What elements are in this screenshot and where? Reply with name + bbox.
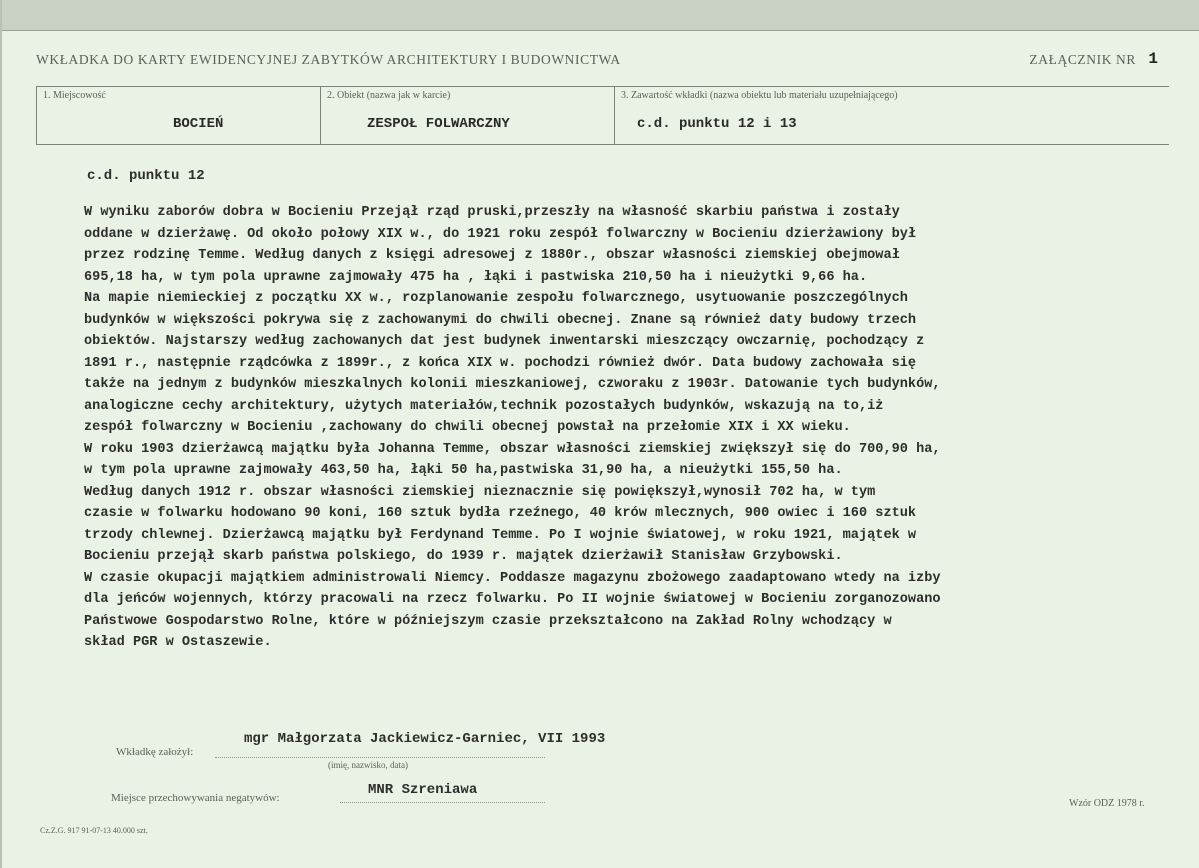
section-heading: c.d. punktu 12 [87, 168, 205, 184]
field-value: ZESPOŁ FOLWARCZNY [367, 116, 510, 132]
negatives-value: MNR Szreniawa [368, 782, 478, 798]
attachment-number: 1 [1148, 50, 1158, 68]
field-label: 3. Zawartość wkładki (nazwa obiektu lub materiału uzupełniającego) [621, 90, 898, 101]
body-line: obiektów. Najstarszy według zachowanych dat jest budynek inwentarski mieszczący owczarnię, pochodzący z [84, 334, 925, 349]
scan-top-edge [0, 0, 1199, 31]
body-line: trzody chlewnej. Dzierżawcą majątku był Ferdynand Temme. Po I wojnie światowej, w roku 1921, majątek w [84, 527, 917, 543]
form-template-code: Wzór ODZ 1978 r. [1069, 798, 1145, 809]
field-zawartosc [614, 87, 1170, 144]
body-line: przez rodzinę Temme. Według danych z księgi adresowej z 1880r., obszar własności ziemskiej obejmował [84, 248, 900, 263]
body-line: W roku 1903 dzierżawcą majątku była Johanna Temme, obszar własności ziemskiej zwiększył się do 700,90 ha, [84, 441, 941, 457]
form-title: WKŁADKA DO KARTY EWIDENCYJNEJ ZABYTKÓW ARCHITEKTURY I BUDOWNICTWA [36, 52, 621, 67]
body-line: czasie w folwarku hodowano 90 koni, 160 sztuk bydła rzeźnego, 40 krów mlecznych, 900 owiec i 160 sztuk [84, 506, 917, 521]
signature-label: Wkładkę założył: [116, 746, 194, 758]
negatives-line [340, 802, 545, 803]
body-line: także na jednym z budynków mieszkalnych kolonii mieszkaniowej, czworaku z 1903r. Datowanie tych budynków, [84, 377, 941, 392]
signature-line [215, 757, 545, 758]
field-label: 1. Miejscowość [43, 90, 106, 101]
body-line: w tym pola uprawne zajmowały 463,50 ha, łąki 50 ha,pastwiska 31,90 ha, a nieużytki 155,50 ha. [84, 463, 843, 478]
attachment-label: ZAŁĄCZNIK NR [1029, 52, 1136, 67]
negatives-label: Miejsce przechowywania negatywów: [111, 792, 280, 804]
body-line: Na mapie niemieckiej z początku XX w., rozplanowanie zespołu folwarcznego, usytuowanie poszczególnych [84, 291, 908, 306]
field-value: BOCIEŃ [173, 116, 224, 132]
body-line: Państwowe Gospodarstwo Rolne, które w późniejszym czasie przekształcono na Zakład Rolny wchodzący w [84, 613, 892, 629]
print-code: Cz.Z.G. 917 91-07-13 40.000 szt. [40, 826, 148, 835]
scan-left-edge [0, 0, 2, 868]
field-miejscowosc [36, 87, 321, 144]
signature-hint: (imię, nazwisko, data) [328, 760, 408, 770]
body-line: 695,18 ha, w tym pola uprawne zajmowały 475 ha , łąki i pastwiska 210,50 ha i nieużytki 9,66 ha. [84, 269, 868, 285]
body-line: 1891 r., następnie rządcówka z 1899r., z końca XIX w. pochodzi również dwór. Data budowy zachowała się [84, 355, 917, 371]
body-line: budynków w większości pokrywa się z zachowanymi do chwili obecnej. Znane są również daty budowy trzech [84, 312, 917, 328]
body-line: dla jeńców wojennych, którzy pracowali na rzecz folwarku. Po II wojnie światowej w Bocieniu zorganozowano [84, 592, 941, 607]
signature-value: mgr Małgorzata Jackiewicz-Garniec, VII 1993 [244, 731, 606, 747]
body-line: W wyniku zaborów dobra w Bocieniu Przejął rząd pruski,przeszły na własność skarbiu państwa i zostały [84, 205, 900, 220]
form-header [36, 52, 1164, 72]
body-line: Według danych 1912 r. obszar własności ziemskiej nieznacznie się powiększył,wynosił 702 ha, w tym [84, 484, 876, 500]
field-value: c.d. punktu 12 i 13 [637, 116, 797, 132]
body-line: skład PGR w Ostaszewie. [84, 635, 272, 650]
field-obiekt [320, 87, 615, 144]
body-line: zespół folwarczny w Bocieniu ,zachowany do chwili obecnej powstał na przełomie XIX i XX wieku. [84, 420, 851, 435]
body-line: W czasie okupacji majątkiem administrowali Niemcy. Poddasze magazynu zbożowego zaadaptowano wtedy na izby [84, 570, 941, 586]
form-fields-row [36, 86, 1169, 145]
body-text [84, 205, 1174, 657]
field-label: 2. Obiekt (nazwa jak w karcie) [327, 90, 451, 101]
body-line: analogiczne cechy architektury, użytych materiałów,technik pozostałych budynków, wskazują na to,iż [84, 398, 884, 414]
body-line: oddane w dzierżawę. Od około połowy XIX w., do 1921 roku zespół folwarczny w Bocieniu dzierżawiony był [84, 226, 917, 242]
body-line: Bocieniu przejął skarb państwa polskiego, do 1939 r. majątek dzierżawił Stanisław Grzybowski. [84, 549, 843, 564]
